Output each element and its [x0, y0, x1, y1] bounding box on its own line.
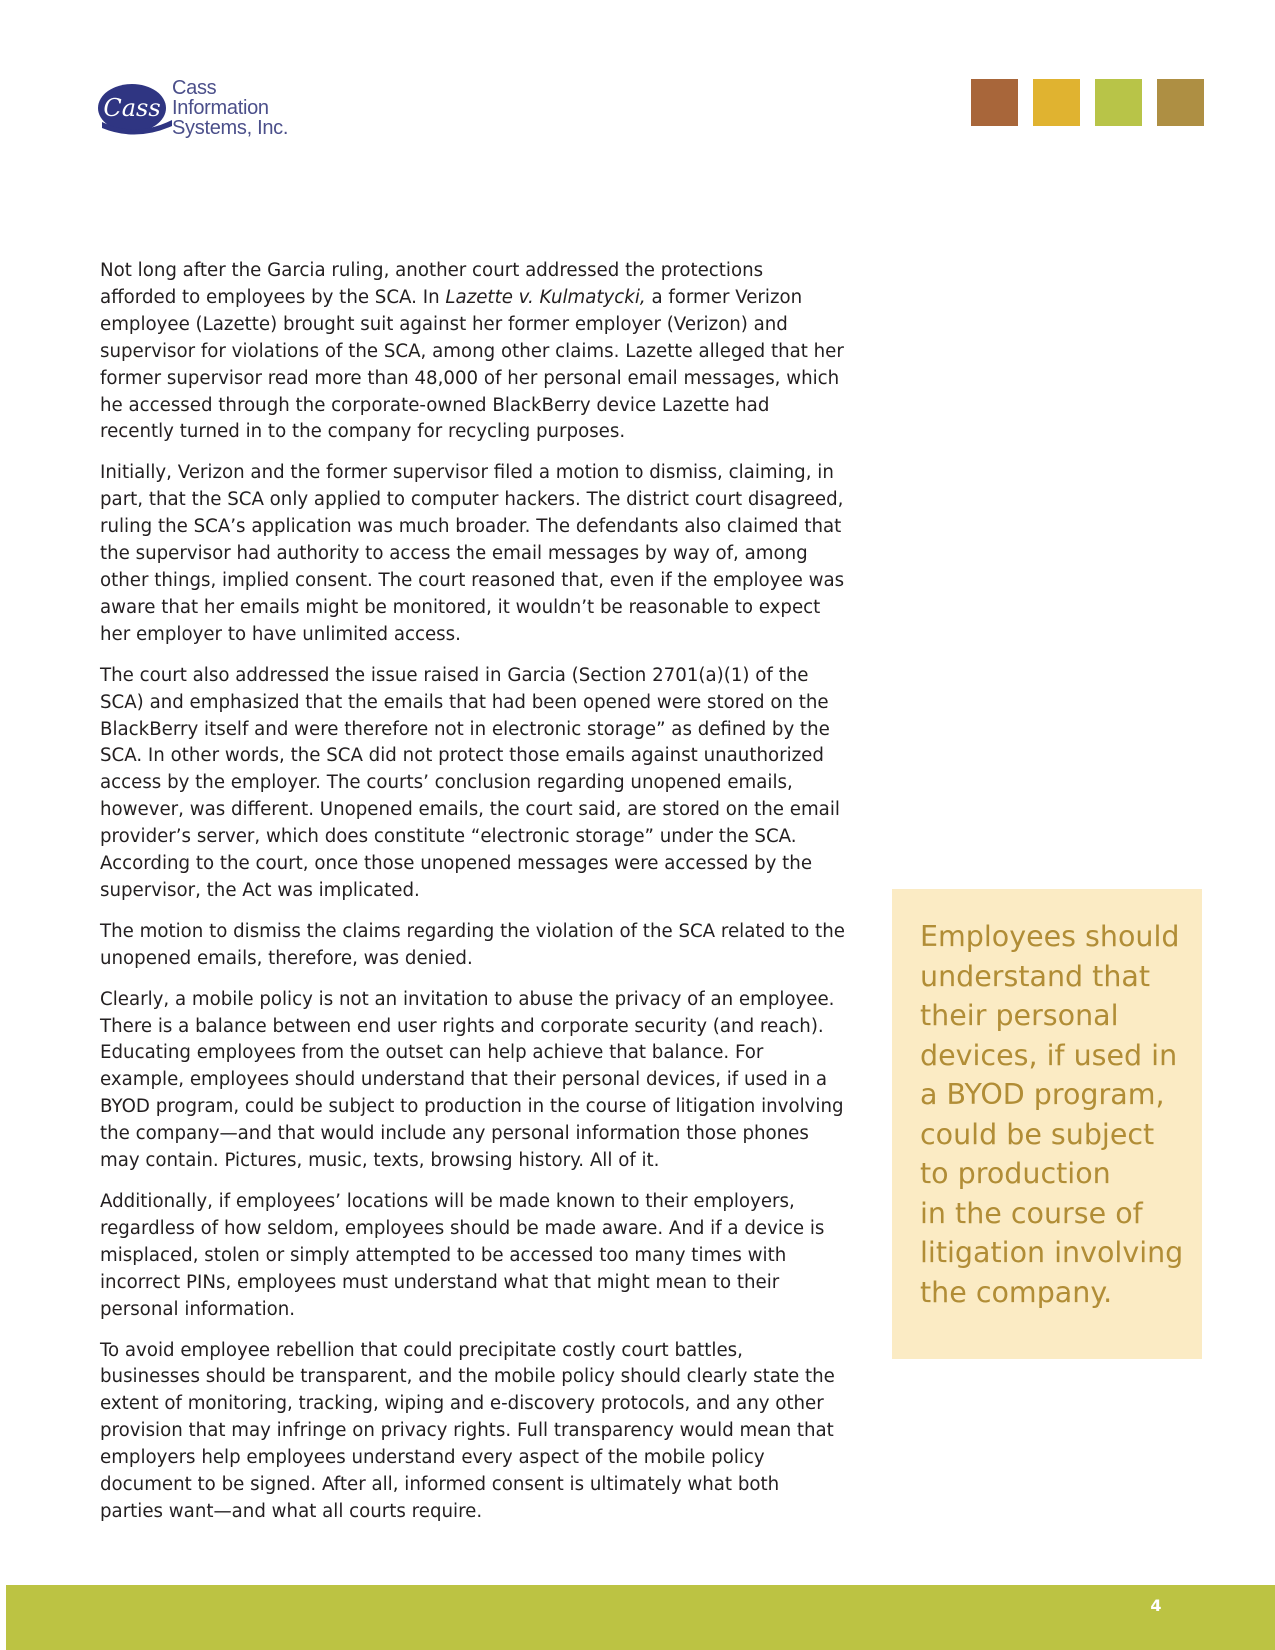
case-name: Lazette v. Kulmatycki,	[445, 286, 646, 308]
body-paragraph	[100, 663, 845, 905]
paragraph-text: Additionally, if employees’ locations will be made known to their employers, regardless of how seldom, employees should be made aware. And if a device is misplaced, stolen or simply attempted to be accessed too many times with incorrect PINs, employees must understand what that might mean to their personal information.	[100, 1191, 825, 1320]
logo-line-1: Cass	[172, 77, 217, 99]
color-swatch-strip	[971, 79, 1204, 126]
paragraph-text: Initially, Verizon and the former supervisor filed a motion to dismiss, claiming, in part, that the SCA only applied to computer hackers. The district court disagreed, ruling the SCA’s application was much broader. The defendants also claimed that the supervisor had authority to access the email messages by way of, among other things, implied consent. The court reasoned that, even if the employee was aware that her emails might be monitored, it wouldn’t be reasonable to expect her employer to have unlimited access.	[100, 462, 845, 645]
paragraph-text: a former Verizon employee (Lazette) brought suit against her former employer (Verizon) and supervisor for violations of the SCA, among other claims. Lazette alleged that her former supervisor read more than 48,000 of her personal email messages, which he accessed through the corporate-owned BlackBerry device Lazette had recently turned in to the company for recycling purposes.	[100, 286, 844, 443]
color-swatch-olive	[1157, 79, 1204, 126]
company-logo	[98, 76, 318, 146]
footer-bar	[6, 1585, 1275, 1650]
pull-quote-box	[892, 889, 1202, 1359]
cass-logo-mark	[98, 80, 174, 136]
logo-wordmark	[172, 78, 288, 138]
paragraph-text: The motion to dismiss the claims regarding the violation of the SCA related to the unopened emails, therefore, was denied.	[100, 920, 845, 969]
paragraph-text: To avoid employee rebellion that could precipitate costly court battles, businesses should be transparent, and the mobile policy should clearly state the extent of monitoring, tracking, wiping and e-discovery protocols, and any other provision that may infringe on privacy rights. Full transparency would mean that employers help employees understand every aspect of the mobile policy document to be signed. After all, informed consent is ultimately what both parties want—and what all courts require.	[100, 1339, 835, 1522]
paragraph-text: Not long after the Garcia ruling, another court addressed the protections afforded to employees by the SCA. In	[100, 260, 764, 308]
color-swatch-lime	[1095, 79, 1142, 126]
body-paragraph	[100, 1338, 845, 1526]
body-paragraph	[100, 987, 845, 1175]
body-paragraph	[100, 919, 845, 973]
page-number: 4	[1150, 1596, 1162, 1615]
pull-quote-text: Employees should understand that their personal devices, if used in a BYOD program, could be subject to production in the course of litigation involving the company.	[920, 920, 1184, 1309]
logo-line-3: Systems, Inc.	[172, 117, 289, 139]
color-swatch-brown	[971, 79, 1018, 126]
body-paragraph	[100, 1189, 845, 1324]
body-paragraph	[100, 258, 845, 446]
color-swatch-gold	[1033, 79, 1080, 126]
article-body	[100, 258, 845, 1526]
logo-line-2: Information	[172, 97, 269, 119]
logo-mark-text: Cass	[103, 94, 161, 122]
body-paragraph	[100, 460, 845, 648]
paragraph-text: The court also addressed the issue raised in Garcia (Section 2701(a)(1) of the SCA) and emphasized that the emails that had been opened were stored on the BlackBerry itself and were therefore not in electronic storage” as defined by the SCA. In other words, the SCA did not protect those emails against unauthorized access by the employer. The courts’ conclusion regarding unopened emails, however, was different. Unopened emails, the court said, are stored on the email provider’s server, which does constitute “electronic storage” under the SCA. According to the court, once those unopened messages were accessed by the supervisor, the Act was implicated.	[100, 664, 840, 901]
paragraph-text: Clearly, a mobile policy is not an invitation to abuse the privacy of an employee. There is a balance between end user rights and corporate security (and reach). Educating employees from the outset can help achieve that balance. For example, employees should understand that their personal devices, if used in a BYOD program, could be subject to production in the course of litigation involving the company—and that would include any personal information those phones may contain. Pictures, music, texts, browsing history. All of it.	[100, 988, 844, 1172]
